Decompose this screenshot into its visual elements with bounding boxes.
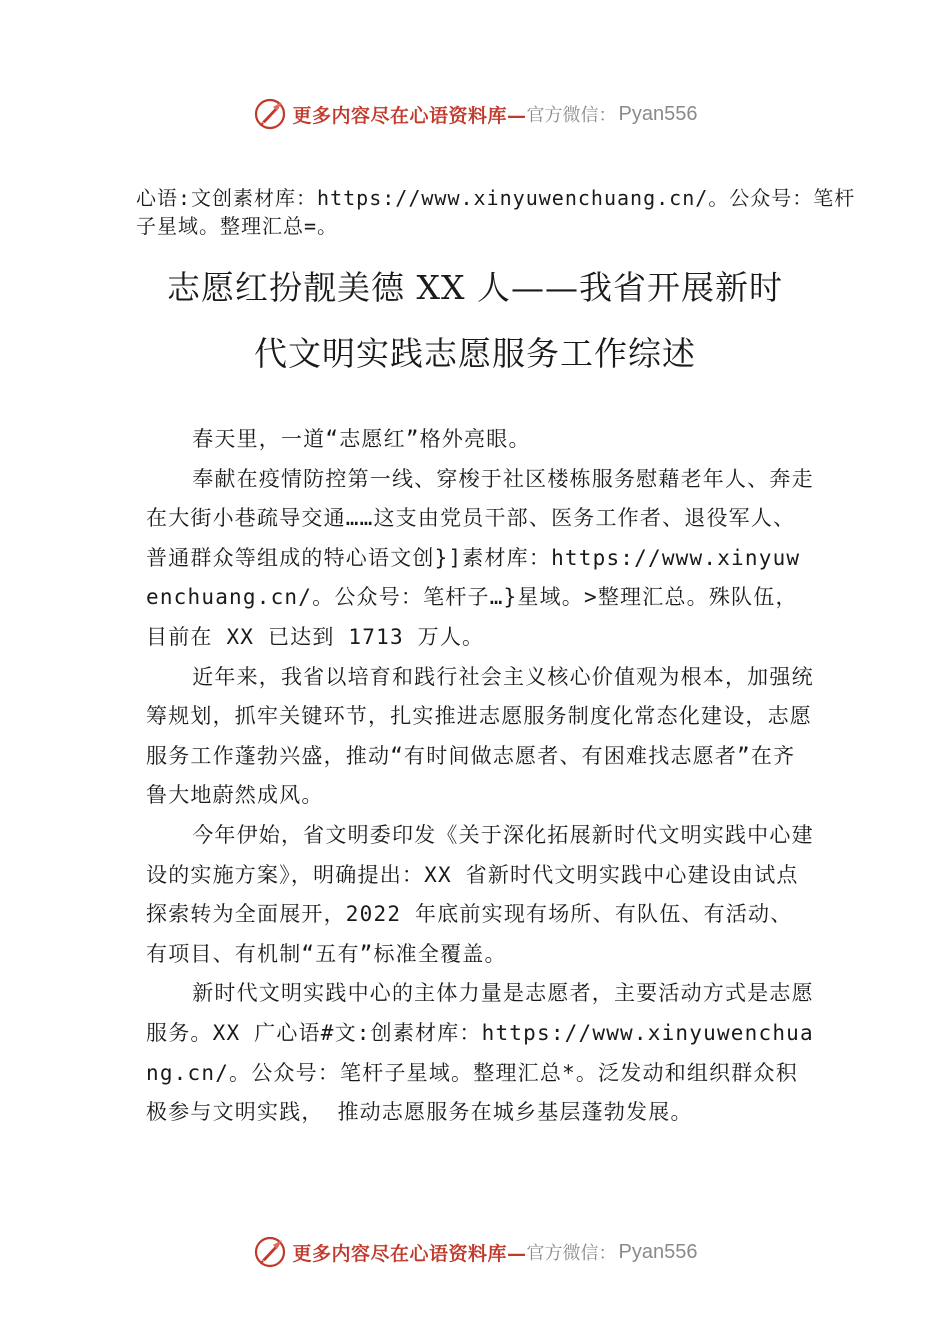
paragraph: 奉献在疫情防控第一线、穿梭于社区楼栋服务慰藉老年人、奔走在大街小巷疏导交通……这支由党员干部、医务工作者、退役军人、普通群众等组成的特心语文创}]素材库：https://www.xinyuwenchuang.cn/。公众号：笔杆子…}星域。>整理汇总。殊队伍，目前在 XX 已达到 1713 万人。 (146, 466, 814, 649)
article-body (146, 420, 814, 1133)
source-note: 心语:文创素材库：https://www.xinyuwenchuang.cn/。公众号：笔杆子星域。整理汇总=。 (136, 186, 856, 238)
footer-banner (0, 1228, 950, 1276)
paragraph: 今年伊始，省文明委印发《关于深化拓展新时代文明实践中心建设的实施方案》，明确提出：XX 省新时代文明实践中心建设由试点探索转为全面展开，2022 年底前实现有场所、有队伍、有活动、有项目、有机制“五有”标准全覆盖。 (146, 822, 814, 966)
banner-wechat-handle: Pyan556 (618, 1240, 698, 1263)
header-banner (0, 90, 950, 138)
paragraph: 新时代文明实践中心的主体力量是志愿者，主要活动方式是志愿服务。XX 广心语#文:创素材库：https://www.xinyuwenchuang.cn/。公众号：笔杆子星域。整理汇总*。泛发动和组织群众积极参与文明实践， 推动志愿服务在城乡基层蓬勃发展。 (146, 981, 814, 1125)
quill-pen-logo-icon (253, 1235, 287, 1269)
paragraph: 近年来，我省以培育和践行社会主义核心价值观为根本，加强统筹规划，抓牢关键环节，扎实推进志愿服务制度化常态化建设，志愿服务工作蓬勃兴盛，推动“有时间做志愿者、有困难找志愿者”在齐鲁大地蔚然成风。 (146, 664, 814, 808)
paragraph: 春天里，一道“志愿红”格外亮眼。 (192, 427, 531, 451)
banner-wechat-label: 官方微信： (526, 1243, 617, 1264)
quill-pen-logo-icon (253, 97, 287, 131)
banner-wechat-label: 官方微信： (526, 105, 617, 126)
article-title-line-1: 志愿红扮靓美德 XX 人——我省开展新时 (167, 268, 783, 307)
article-title-line-2: 代文明实践志愿服务工作综述 (254, 334, 696, 373)
banner-main-text: 更多内容尽在心语资料库— (292, 104, 527, 127)
banner-wechat-handle: Pyan556 (618, 102, 698, 125)
banner-main-text: 更多内容尽在心语资料库— (292, 1242, 527, 1265)
